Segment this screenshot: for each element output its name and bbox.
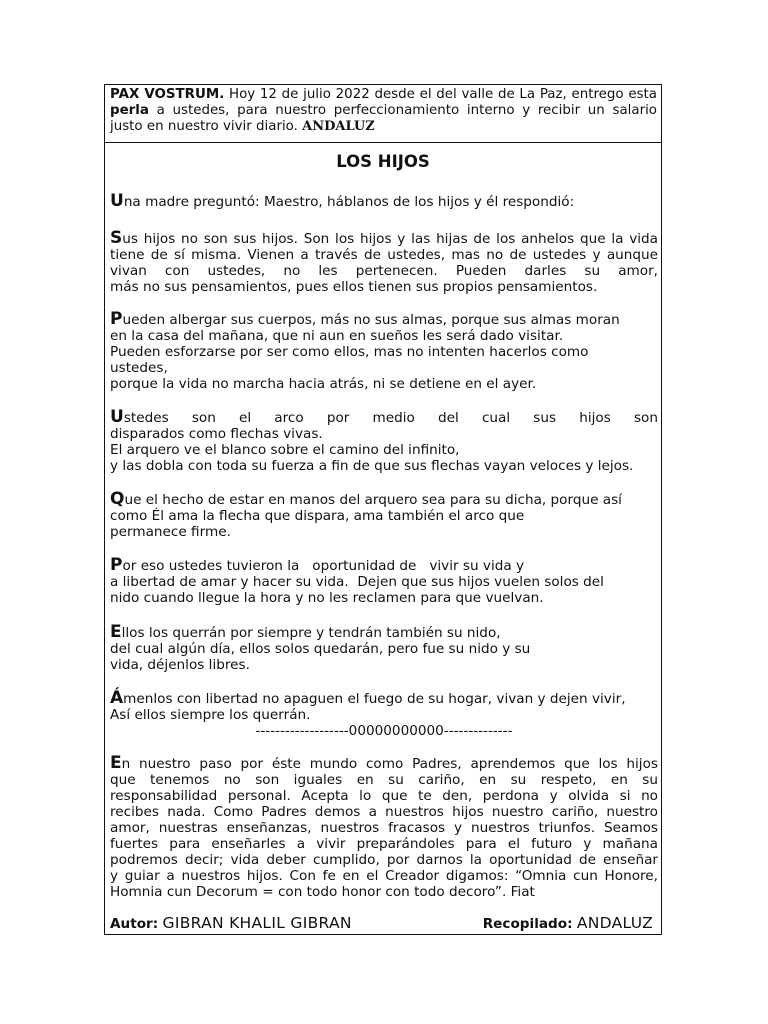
paragraph-line: porque la vida no marcha hacia atrás, ni se detiene en el ayer.: [110, 376, 537, 392]
drop-cap: Q: [110, 489, 125, 509]
drop-cap: P: [110, 309, 123, 329]
paragraph-line: y las dobla con toda su fuerza a fin de que sus flechas vayan veloces y lejos.: [110, 458, 634, 474]
paragraph-7: [110, 624, 658, 673]
paragraph-8: [110, 690, 658, 739]
paragraph-line: más no sus pensamientos, pues ellos tienen sus propios pensamientos.: [110, 279, 598, 295]
paragraph-line: Homnia cun Decorum = con todo honor con todo decoro”. Fiat: [110, 884, 535, 900]
pax-vostrum: PAX VOSTRUM.: [110, 87, 225, 102]
paragraph-line: vivan con ustedes, no les pertenecen. Pueden darles su amor,: [110, 263, 658, 279]
paragraph-line: Ellos los querrán por siempre y tendrán también su nido,: [110, 622, 501, 642]
paragraph-line: recibes nada. Como Padres demos a nuestros hijos nuestro cariño, nuestro: [110, 804, 658, 820]
dedication-header: [105, 85, 661, 143]
dedication-text-2: a ustedes, para nuestro perfeccionamiento interno y recibir un salario justo en nuestro vivir diario.: [110, 103, 657, 134]
paragraph-line: vida, déjenlos libres.: [110, 657, 250, 673]
paragraph-9: [110, 755, 658, 900]
paragraph-line: y guiar a nuestros hijos. Con fe en el Creador digamos: “Omnia cun Honore,: [110, 868, 658, 884]
paragraph-5: [110, 491, 658, 540]
drop-cap: P: [110, 555, 123, 575]
credits-footer: [110, 914, 653, 932]
paragraph-line: que tenemos no son iguales en su cariño, en su respeto, en su: [110, 772, 658, 788]
paragraph-line: nido cuando llegue la hora y no les reclamen para que vuelvan.: [110, 590, 544, 606]
poem-title: LOS HIJOS: [336, 152, 430, 171]
paragraph-line: ustedes,: [110, 360, 168, 376]
drop-cap: Á: [110, 688, 124, 708]
author-credit: [110, 916, 352, 932]
paragraph-line: Por eso ustedes tuvieron la oportunidad de vivir su vida y: [110, 555, 525, 575]
paragraph-3: [110, 311, 658, 392]
perla-word: perla: [110, 103, 149, 118]
paragraph-line: En nuestro paso por éste mundo como Padres, aprendemos que los hijos: [110, 753, 658, 773]
paragraph-6: [110, 557, 658, 606]
drop-cap: S: [110, 228, 123, 248]
paragraph-line: a libertad de amar y hacer su vida. Dejen que sus hijos vuelen solos del: [110, 574, 604, 590]
section-separator: -------------------00000000000--------------: [255, 723, 513, 739]
paragraph-line: como Él ama la flecha que dispara, ama también el arco que: [110, 508, 525, 524]
dedication-text-1: Hoy 12 de julio 2022 desde el del valle de La Paz, entrego esta: [224, 87, 657, 102]
paragraph-line: Sus hijos no son sus hijos. Son los hijos y las hijas de los anhelos que la vida: [110, 228, 658, 248]
paragraph-4: [110, 409, 658, 474]
paragraph-line: Así ellos siempre los querrán.: [110, 707, 311, 723]
paragraph-2: [110, 230, 658, 295]
paragraph-line: fuertes para enseñarles a vivir preparándoles para el futuro y mañana: [110, 836, 658, 852]
paragraph-line: Ámenlos con libertad no apaguen el fuego de su hogar, vivan y dejen vivir,: [110, 688, 626, 708]
header-signature: ANDALUZ: [302, 119, 375, 134]
paragraph-line: permanece firme.: [110, 524, 231, 540]
drop-cap: E: [110, 753, 122, 773]
paragraph-line: Una madre preguntó: Maestro, háblanos de los hijos y él respondió:: [110, 191, 575, 211]
compiler-label: Recopilado:: [482, 916, 573, 932]
paragraph-1: [110, 193, 658, 210]
paragraph-line: tiene de sí misma. Vienen a través de ustedes, mas no de ustedes y aunque: [110, 247, 658, 263]
paragraph-line: en la casa del mañana, que ni aun en sueños les será dado visitar.: [110, 328, 564, 344]
paragraph-line: Pueden esforzarse por ser como ellos, mas no intenten hacerlos como: [110, 344, 589, 360]
paragraph-line: disparados como flechas vivas.: [110, 426, 323, 442]
drop-cap: U: [110, 191, 124, 211]
compiler-name: ANDALUZ: [576, 914, 653, 932]
paragraph-line: podremos decir; vida deber cumplido, por darnos la oportunidad de enseñar: [110, 852, 658, 868]
paragraph-line: del cual algún día, ellos solos quedarán, pero fue su nido y su: [110, 641, 531, 657]
compiler-credit: [483, 914, 653, 932]
paragraph-line: Que el hecho de estar en manos del arquero sea para su dicha, porque así: [110, 489, 622, 509]
paragraph-line: responsabilidad personal. Acepta lo que te den, perdona y olvida si no: [110, 788, 658, 804]
document-frame: [104, 84, 662, 935]
paragraph-line: amor, nuestras enseñanzas, nuestros fracasos y nuestros triunfos. Seamos: [110, 820, 658, 836]
paragraph-line: El arquero ve el blanco sobre el camino del infinito,: [110, 442, 460, 458]
author-name: GIBRAN KHALIL GIBRAN: [162, 914, 352, 932]
author-label: Autor:: [110, 916, 159, 932]
drop-cap: E: [110, 622, 122, 642]
paragraph-line: Ustedes son el arco por medio del cual sus hijos son: [110, 407, 658, 427]
paragraph-line: Pueden albergar sus cuerpos, más no sus almas, porque sus almas moran: [110, 309, 620, 329]
drop-cap: U: [110, 407, 124, 427]
